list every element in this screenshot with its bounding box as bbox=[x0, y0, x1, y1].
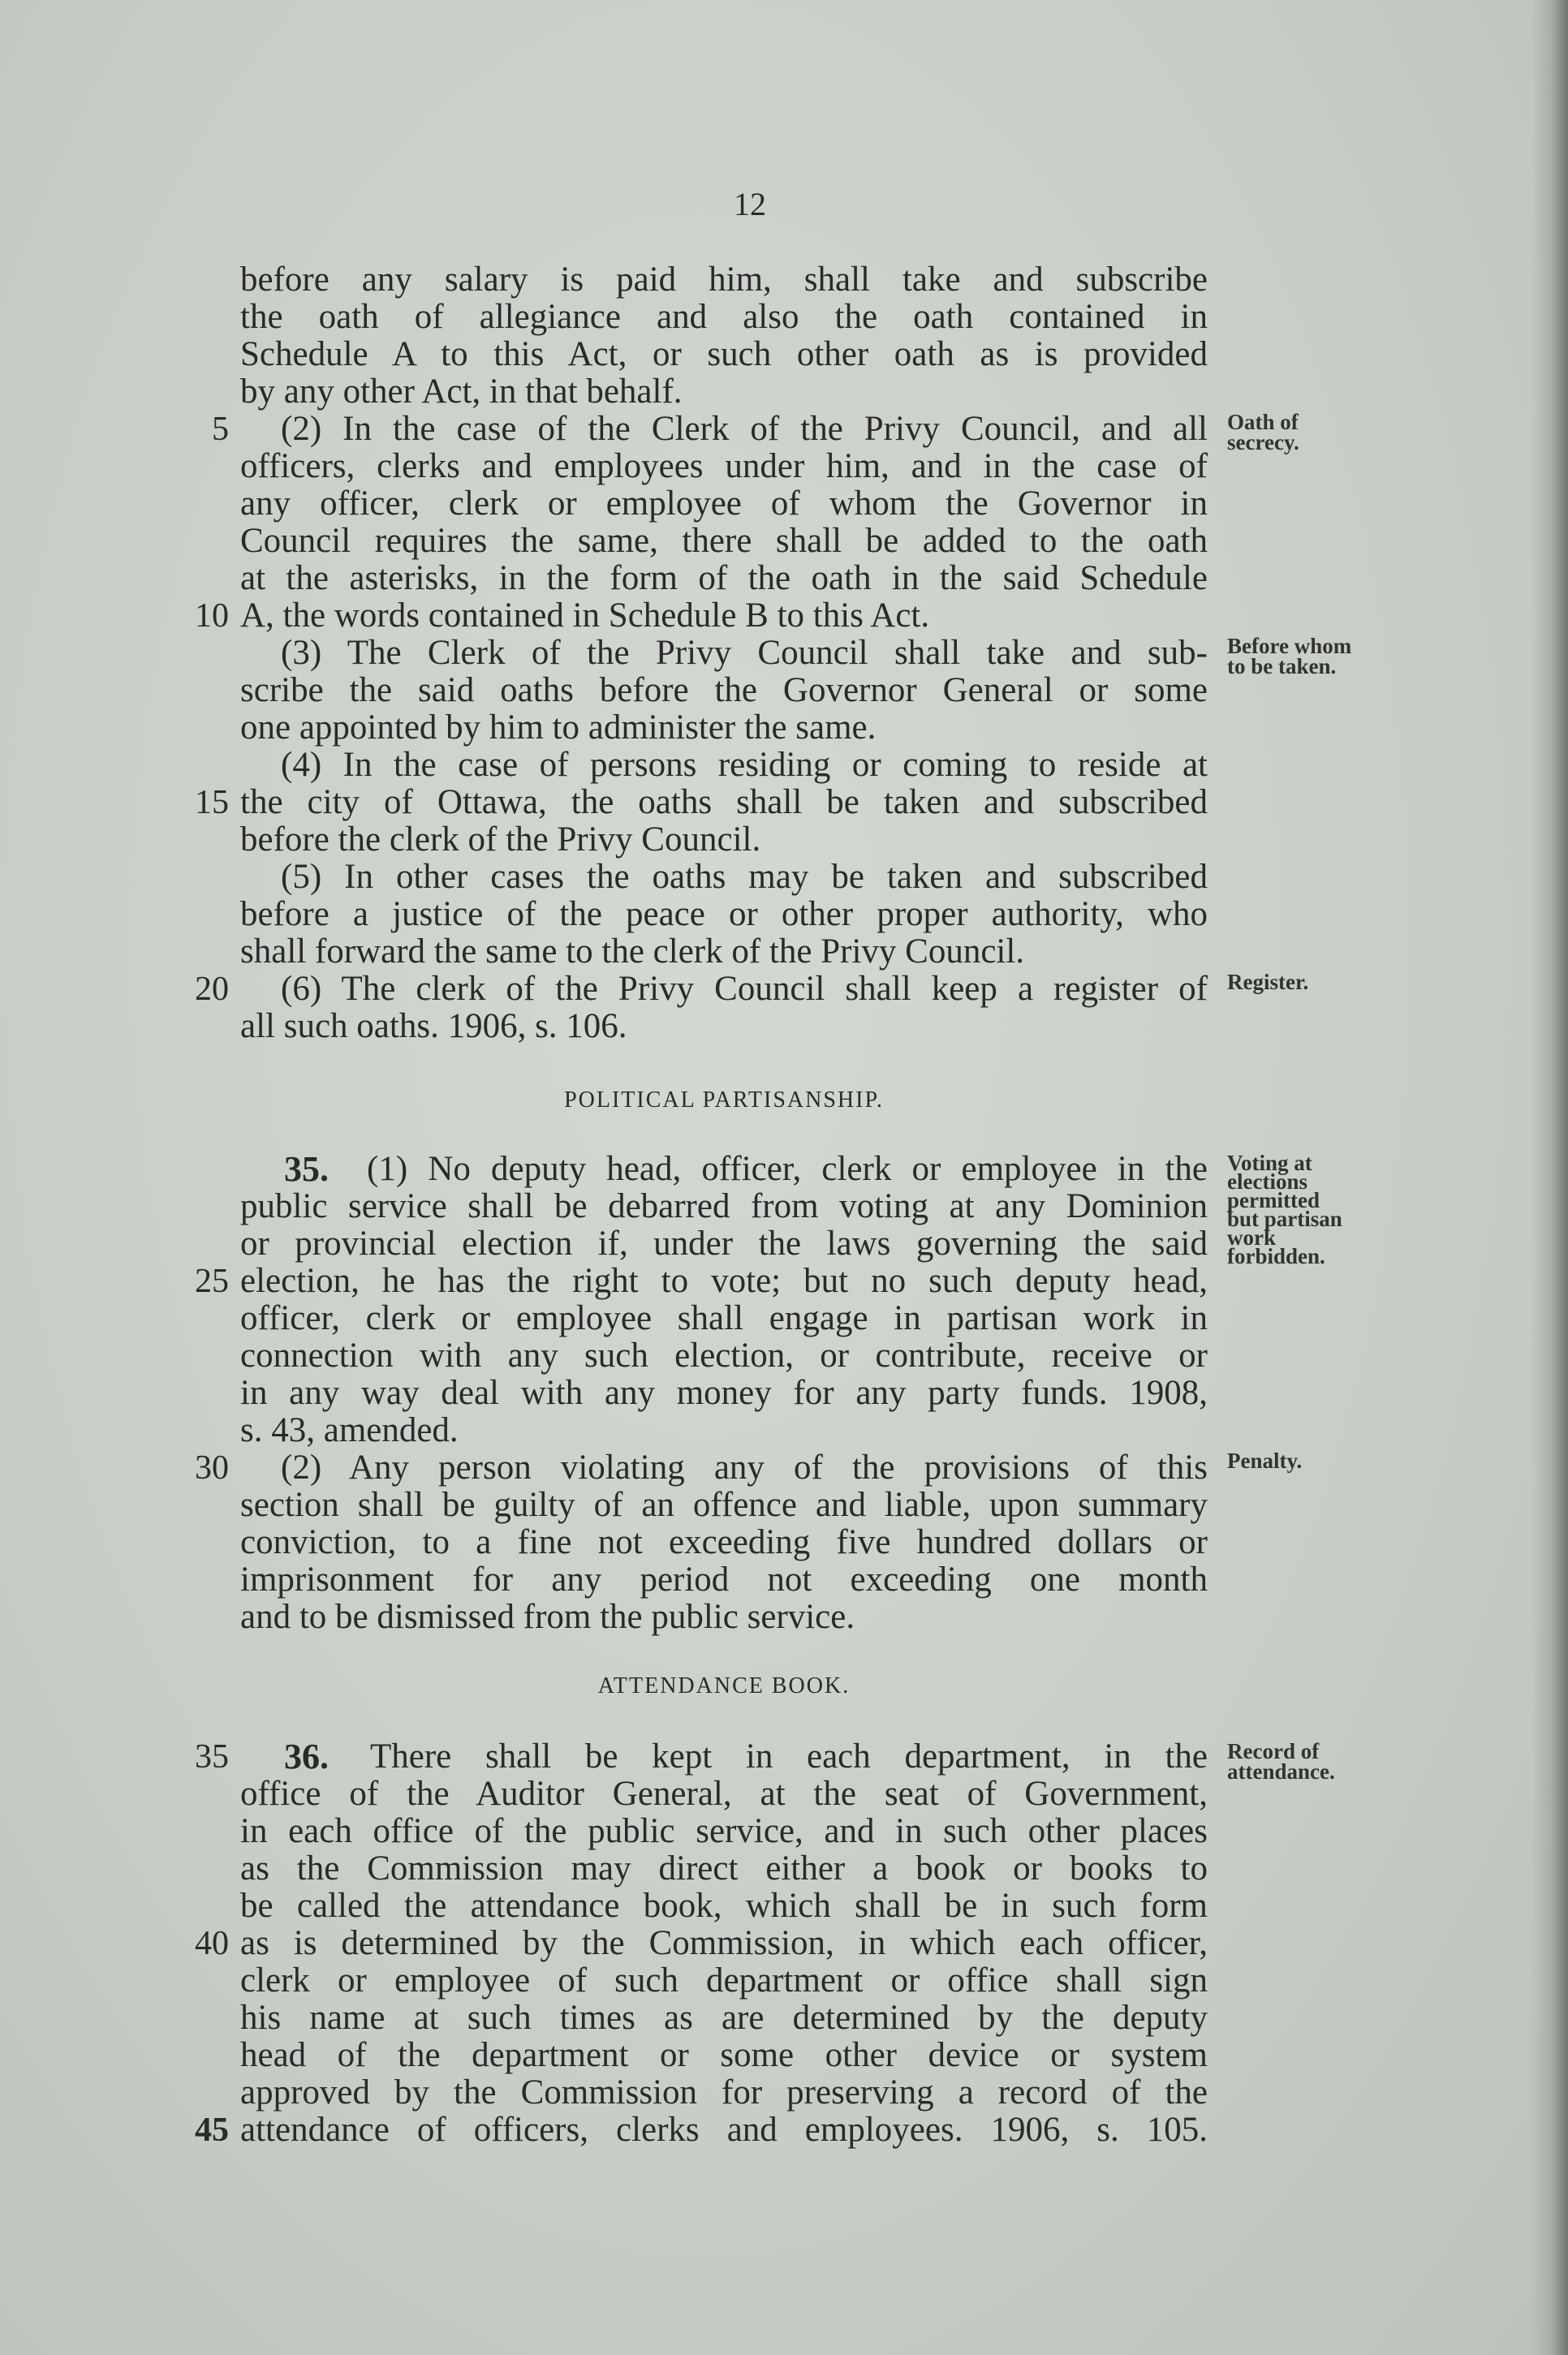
text-line: A, the words contained in Schedule B to this Act. bbox=[240, 596, 930, 635]
text-line: public service shall be debarred from voting at any Dominion bbox=[240, 1187, 1208, 1225]
margin-note-line: attendance. bbox=[1227, 1759, 1335, 1784]
text-line: be called the attendance book, which shall be in such form bbox=[240, 1887, 1208, 1925]
margin-note-line: Oath of bbox=[1227, 410, 1299, 434]
text-line: all such oaths. 1906, s. 106. bbox=[240, 1007, 627, 1045]
line-number: 35 bbox=[195, 1738, 229, 1776]
text-line: There shall be kept in each department, in the bbox=[370, 1737, 1208, 1776]
line-number: 10 bbox=[195, 597, 229, 635]
text-line: conviction, to a fine not exceeding five hundred dollars or bbox=[240, 1523, 1208, 1561]
text-line: his name at such times as are determined by the deputy bbox=[240, 1999, 1208, 2037]
text-line: office of the Auditor General, at the seat of Government, bbox=[240, 1775, 1208, 1813]
margin-note-line: secrecy. bbox=[1227, 430, 1299, 454]
margin-note-line: Before whom bbox=[1227, 634, 1352, 658]
margin-note-voting bbox=[1227, 1151, 1422, 1268]
text-line: any officer, clerk or employee of whom the Governor in bbox=[240, 484, 1208, 523]
text-line: before any salary is paid him, shall take and subscribe bbox=[240, 260, 1208, 299]
margin-note-line: Voting at bbox=[1227, 1151, 1312, 1175]
margin-note-oath-of-secrecy bbox=[1227, 412, 1422, 453]
text-line: or provincial election if, under the laws governing the said bbox=[240, 1225, 1208, 1263]
text-line: (2) Any person violating any of the provisions of this bbox=[281, 1449, 1208, 1487]
margin-note-before-whom bbox=[1227, 636, 1422, 677]
text-line: Council requires the same, there shall be added to the oath bbox=[240, 522, 1208, 560]
text-line: the city of Ottawa, the oaths shall be taken and subscribed bbox=[240, 783, 1208, 821]
text-line: section shall be guilty of an offence and liable, upon summary bbox=[240, 1486, 1208, 1524]
margin-note-line: to be taken. bbox=[1227, 654, 1337, 678]
margin-note-line: Register. bbox=[1227, 970, 1309, 994]
text-line: scribe the said oaths before the Governor General or some bbox=[240, 671, 1208, 709]
text-line: officers, clerks and employees under him, and in the case of bbox=[240, 447, 1208, 485]
text-line: shall forward the same to the clerk of the Privy Council. bbox=[240, 932, 1025, 971]
margin-note-line: but partisan bbox=[1227, 1207, 1342, 1231]
text-line: (4) In the case of persons residing or coming to reside at bbox=[281, 746, 1208, 784]
line-number: 5 bbox=[212, 411, 229, 448]
margin-note-register bbox=[1227, 972, 1422, 992]
text-line: at the asterisks, in the form of the oath in the said Schedule bbox=[240, 559, 1208, 597]
text-line: before a justice of the peace or other proper authority, who bbox=[240, 895, 1208, 933]
line-number: 20 bbox=[195, 971, 229, 1008]
text-line: (1) No deputy head, officer, clerk or employee in the bbox=[367, 1150, 1208, 1188]
margin-note-line: Penalty. bbox=[1227, 1449, 1303, 1473]
text-line: head of the department or some other device or system bbox=[240, 2036, 1208, 2074]
margin-note-record-of-attendance bbox=[1227, 1741, 1422, 1782]
text-line: (2) In the case of the Clerk of the Privy Council, and all bbox=[281, 410, 1208, 448]
text-line: and to be dismissed from the public service. bbox=[240, 1598, 855, 1636]
margin-note-line: work bbox=[1227, 1225, 1276, 1250]
text-line: in each office of the public service, and in such other places bbox=[240, 1812, 1208, 1850]
text-line: in any way deal with any money for any party funds. 1908, bbox=[240, 1374, 1208, 1412]
line-number: 30 bbox=[195, 1449, 229, 1487]
section-heading-attendance-book: ATTENDANCE BOOK. bbox=[597, 1673, 851, 1698]
text-line: by any other Act, in that behalf. bbox=[240, 372, 683, 411]
text-line: s. 43, amended. bbox=[240, 1411, 459, 1449]
text-line: (6) The clerk of the Privy Council shall keep a register of bbox=[281, 970, 1208, 1008]
page-number: 12 bbox=[734, 186, 766, 222]
text-line: approved by the Commission for preserving a record of the bbox=[240, 2073, 1208, 2112]
text-line: one appointed by him to administer the same. bbox=[240, 708, 877, 747]
line-number: 45 bbox=[195, 2112, 229, 2149]
page-binding-edge bbox=[1531, 0, 1568, 2355]
text-line: (3) The Clerk of the Privy Council shall take and sub- bbox=[281, 634, 1208, 672]
text-line: officer, clerk or employee shall engage in partisan work in bbox=[240, 1299, 1208, 1337]
section-number-36: 36. bbox=[284, 1737, 329, 1776]
section-heading-political-partisanship: POLITICAL PARTISANSHIP. bbox=[564, 1087, 884, 1113]
text-line: before the clerk of the Privy Council. bbox=[240, 820, 761, 859]
text-line: clerk or employee of such department or office shall sign bbox=[240, 1961, 1208, 2000]
text-line: as is determined by the Commission, in which each officer, bbox=[240, 1924, 1208, 1962]
margin-note-line: permitted bbox=[1227, 1188, 1320, 1212]
line-number: 40 bbox=[195, 1925, 229, 1962]
text-line: imprisonment for any period not exceeding one month bbox=[240, 1561, 1208, 1599]
margin-note-line: forbidden. bbox=[1227, 1244, 1325, 1268]
text-line: (5) In other cases the oaths may be taken and subscribed bbox=[281, 858, 1208, 896]
text-line: as the Commission may direct either a book or books to bbox=[240, 1849, 1208, 1888]
text-line: attendance of officers, clerks and employees. 1906, s. 105. bbox=[240, 2111, 1208, 2149]
margin-note-penalty bbox=[1227, 1451, 1422, 1471]
line-number: 15 bbox=[195, 784, 229, 821]
line-number: 25 bbox=[195, 1263, 229, 1300]
section-number-35: 35. bbox=[284, 1149, 329, 1189]
text-line: connection with any such election, or contribute, receive or bbox=[240, 1337, 1208, 1375]
margin-note-line: elections bbox=[1227, 1169, 1307, 1194]
margin-note-line: Record of bbox=[1227, 1739, 1320, 1763]
text-line: the oath of allegiance and also the oath contained in bbox=[240, 298, 1208, 336]
text-line: Schedule A to this Act, or such other oath as is provided bbox=[240, 335, 1208, 373]
text-line: election, he has the right to vote; but no such deputy head, bbox=[240, 1262, 1208, 1300]
